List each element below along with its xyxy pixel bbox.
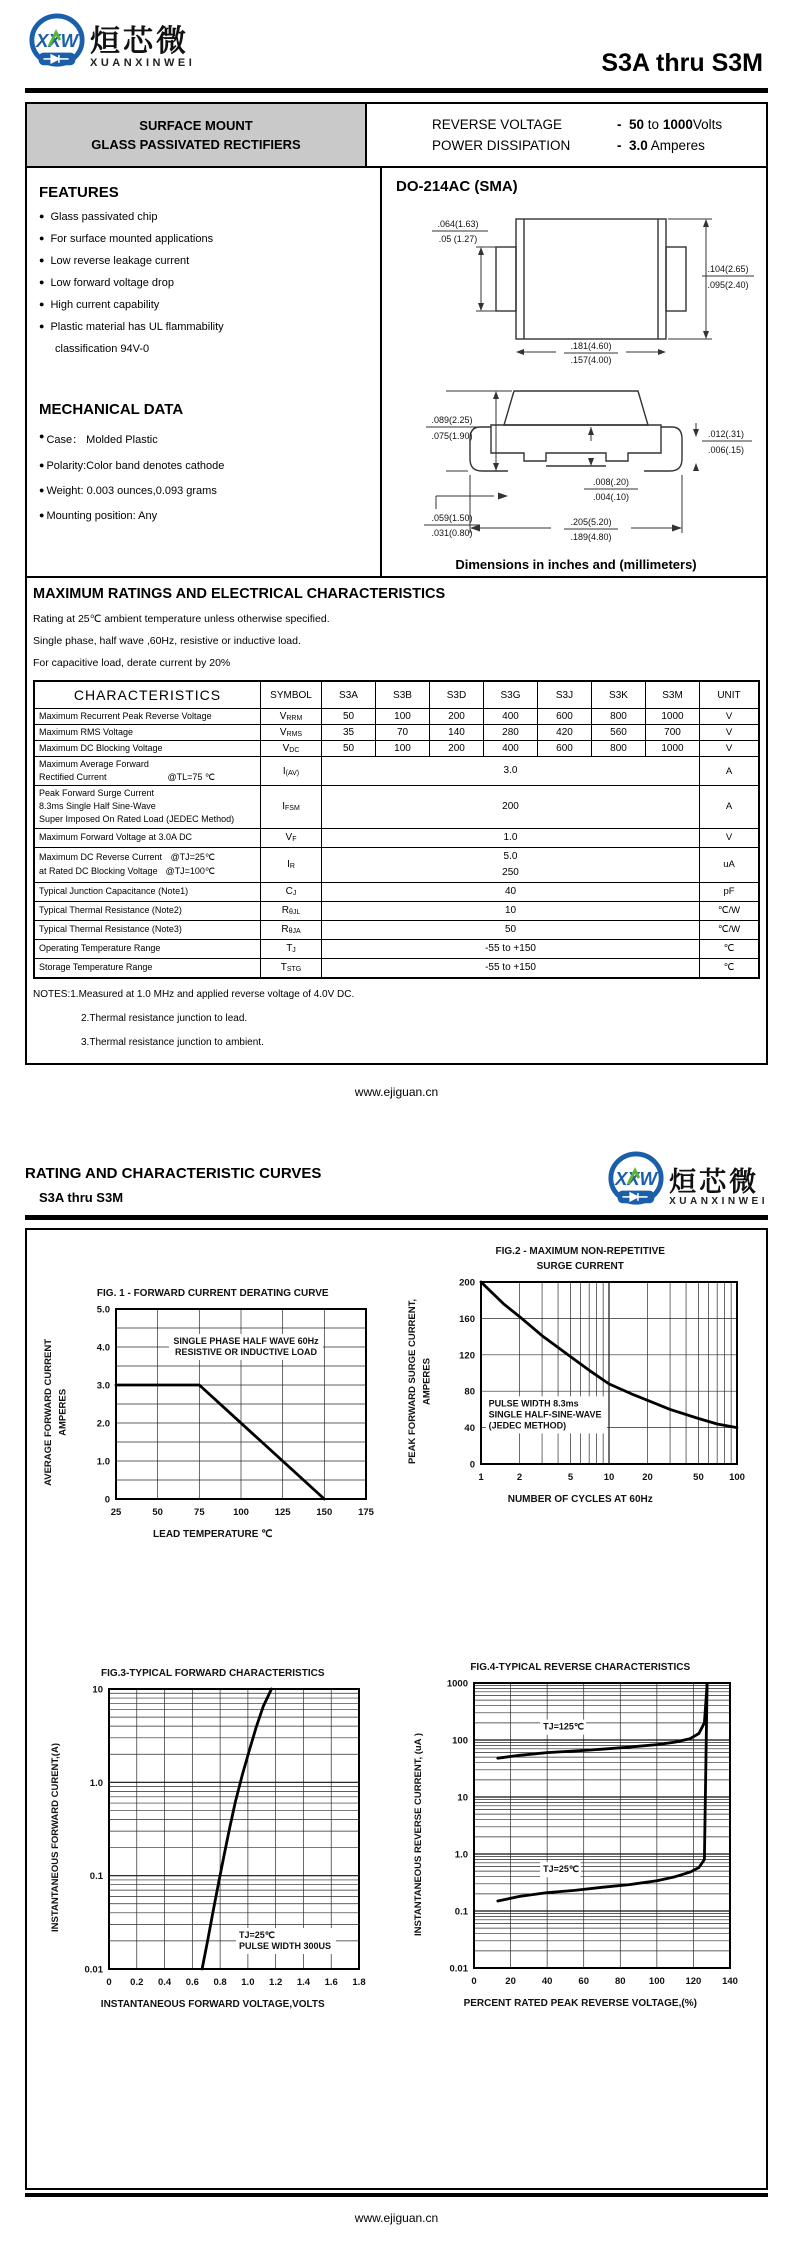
company-logo <box>28 13 195 71</box>
key-specs <box>367 104 766 166</box>
row-unit: V <box>700 709 760 725</box>
svg-text:120: 120 <box>685 1975 702 1987</box>
column-header: S3G <box>484 681 538 709</box>
column-header: S3J <box>538 681 592 709</box>
svg-text:0.1: 0.1 <box>89 1870 103 1882</box>
table-row <box>34 757 759 786</box>
ratings-conditions <box>33 608 760 674</box>
svg-text:1000: 1000 <box>447 1678 469 1690</box>
svg-text:0.6: 0.6 <box>185 1976 199 1988</box>
row-value: 100 <box>376 741 430 757</box>
svg-text:25: 25 <box>110 1506 122 1518</box>
svg-text:1.2: 1.2 <box>268 1976 283 1988</box>
column-header: UNIT <box>700 681 760 709</box>
bullet-icon: ● <box>39 431 45 441</box>
features-panel <box>27 168 382 576</box>
page2-box <box>25 1228 768 2190</box>
spec-power-dissipation: POWER DISSIPATION - 3.0 Amperes <box>432 138 705 153</box>
column-header: S3M <box>646 681 700 709</box>
bullet-icon: ● <box>39 255 45 265</box>
curves-title: RATING AND CHARACTERISTIC CURVES <box>25 1164 322 1182</box>
table-row <box>34 741 759 757</box>
condition-line: For capacitive load, derate current by 20% <box>33 657 231 670</box>
row-symbol: $R_{\theta JL}$ <box>261 901 322 920</box>
row-value-span: 50 <box>322 920 700 939</box>
svg-text:20: 20 <box>505 1975 517 1987</box>
svg-text:0.2: 0.2 <box>130 1976 144 1988</box>
svg-text:.205(5.20): .205(5.20) <box>570 517 612 527</box>
svg-text:(JEDEC METHOD): (JEDEC METHOD) <box>488 1419 566 1430</box>
feature-item-text: Glass passivated chip <box>50 211 158 223</box>
svg-text:.095(2.40): .095(2.40) <box>707 280 749 290</box>
row-symbol: $V_{RRM}$ <box>261 709 322 725</box>
svg-text:100: 100 <box>728 1471 745 1483</box>
svg-text:1.8: 1.8 <box>352 1976 366 1988</box>
fig3-title: FIG.3-TYPICAL FORWARD CHARACTERISTICS <box>100 1667 325 1679</box>
column-header: CHARACTERISTICS <box>34 681 261 709</box>
svg-text:.004(.10): .004(.10) <box>592 492 630 502</box>
row-label: Maximum Forward Voltage at 3.0A DC <box>34 828 261 847</box>
column-header: SYMBOL <box>261 681 322 709</box>
bullet-icon: ● <box>39 277 45 287</box>
svg-text:4.0: 4.0 <box>96 1342 110 1354</box>
row-value: 1000 <box>646 741 700 757</box>
fig2-ylabel: PEAK FORWARD SURGE CURRENT, AMPERES <box>407 1299 433 1465</box>
row-value: 800 <box>592 709 646 725</box>
svg-text:0: 0 <box>106 1976 112 1988</box>
row-unit: V <box>700 725 760 741</box>
package-side-view-diagram <box>396 365 756 551</box>
row-unit: V <box>700 741 760 757</box>
header-rule <box>25 88 768 93</box>
mechanical-item-text: Case： Molded Plastic <box>46 434 158 446</box>
fig3-ylabel: INSTANTANEOUS FORWARD CURENT,(A) <box>49 1743 61 1932</box>
svg-text:1.4: 1.4 <box>296 1976 310 1988</box>
svg-text:.05 (1.27): .05 (1.27) <box>438 234 478 244</box>
row-symbol: $T_{STG}$ <box>261 958 322 978</box>
svg-text:80: 80 <box>463 1386 475 1398</box>
row-value-span: 10 <box>322 901 700 920</box>
column-header: S3D <box>430 681 484 709</box>
row-value: 560 <box>592 725 646 741</box>
svg-text:.031(0.80): .031(0.80) <box>431 528 473 538</box>
svg-text:XXW: XXW <box>36 29 78 51</box>
row-symbol: $C_J$ <box>261 882 322 901</box>
row-label: Typical Thermal Resistance (Note2) <box>34 901 261 920</box>
logo-mark-icon <box>607 1151 665 1209</box>
fig2-title: FIG.2 - MAXIMUM NON-REPETITIVE SURGE CURRENT <box>495 1245 665 1272</box>
row-value-span: 40 <box>322 882 700 901</box>
svg-text:1.0: 1.0 <box>455 1849 469 1861</box>
svg-text:50: 50 <box>692 1471 704 1483</box>
mechanical-item-text: Mounting position: Any <box>46 510 158 522</box>
svg-text:50: 50 <box>152 1506 163 1518</box>
row-value-span: 200 <box>322 786 700 828</box>
ratings-table <box>33 680 760 978</box>
svg-text:XXW: XXW <box>615 1167 658 1189</box>
svg-text:100: 100 <box>649 1975 666 1987</box>
ratings-section <box>27 578 766 1063</box>
fig3-xlabel: INSTANTANEOUS FORWARD VOLTAGE,VOLTS <box>100 1998 325 2010</box>
svg-text:.064(1.63): .064(1.63) <box>437 219 479 229</box>
table-row <box>34 725 759 741</box>
site-url[interactable]: www.ejiguan.cn <box>354 2210 439 2225</box>
svg-text:10: 10 <box>603 1471 614 1483</box>
features-title: FEATURES <box>39 184 119 201</box>
row-unit: pF <box>700 882 760 901</box>
fig1-ylabel: AVERAGE FORWARD CURRENT AMPERES <box>42 1339 68 1486</box>
svg-text:.104(2.65): .104(2.65) <box>707 264 749 274</box>
row-value: 400 <box>484 709 538 725</box>
svg-text:1.0: 1.0 <box>89 1777 103 1789</box>
svg-text:125: 125 <box>274 1506 291 1518</box>
row-label: Peak Forward Surge Current 8.3ms Single Half Sine-Wave Super Imposed On Rated Load (JEDEC Method) <box>34 786 261 828</box>
condition-line: Rating at 25℃ ambient temperature unless otherwise specified. <box>33 613 330 625</box>
logo-cn: 烜芯微 <box>90 25 189 58</box>
product-type-line2: GLASS PASSIVATED RECTIFIERS <box>91 137 301 152</box>
feature-item-sub: classification 94V-0 <box>55 343 150 355</box>
svg-text:PULSE WIDTH 300US: PULSE WIDTH 300US <box>238 1940 331 1951</box>
row-value: 200 <box>430 741 484 757</box>
row-symbol: $V_{RMS}$ <box>261 725 322 741</box>
row-unit: A <box>700 786 760 828</box>
curves-subtitle: S3A thru S3M <box>39 1189 124 1205</box>
package-caption: Dimensions in inches and (millimeters) <box>455 557 697 572</box>
svg-text:5: 5 <box>567 1471 573 1483</box>
logo-en: XUANXINWEI <box>669 1195 768 1207</box>
page1-box <box>25 102 768 1065</box>
fig4-ylabel: INSTANTANEOUS REVERSE CURRENT, (uA ) <box>413 1732 425 1936</box>
svg-text:SINGLE PHASE HALF WAVE 60Hz: SINGLE PHASE HALF WAVE 60Hz <box>173 1335 319 1346</box>
feature-item-text: Plastic material has UL flammability <box>50 321 224 333</box>
svg-text:1: 1 <box>477 1471 484 1483</box>
site-url[interactable]: www.ejiguan.cn <box>354 1084 439 1099</box>
row-unit: V <box>700 828 760 847</box>
table-row <box>34 958 759 978</box>
svg-text:TJ=125℃: TJ=125℃ <box>543 1721 585 1732</box>
fig2-plot <box>435 1274 755 1490</box>
mechanical-list <box>39 431 368 522</box>
svg-text:5.0: 5.0 <box>96 1304 110 1316</box>
fig3-plot <box>63 1681 377 1995</box>
part-title: S3A thru S3M <box>601 49 763 77</box>
svg-text:175: 175 <box>358 1506 374 1518</box>
row-label: Maximum DC Reverse Current @TJ=25℃ at Rated DC Blocking Voltage @TJ=100℃ <box>34 847 261 882</box>
row-value-span: 3.0 <box>322 757 700 786</box>
row-unit: ℃ <box>700 939 760 958</box>
feature-item-text: Low reverse leakage current <box>50 255 190 267</box>
row-symbol: $T_J$ <box>261 939 322 958</box>
row-value: 200 <box>430 709 484 725</box>
svg-text:.075(1.90): .075(1.90) <box>431 431 473 441</box>
features-list <box>39 211 368 355</box>
svg-text:.012(.31): .012(.31) <box>707 429 745 439</box>
feature-item <box>39 233 368 245</box>
svg-text:100: 100 <box>452 1735 469 1747</box>
row-symbol: $I_R$ <box>261 847 322 882</box>
table-row <box>34 709 759 725</box>
svg-text:100: 100 <box>233 1506 249 1518</box>
table-row <box>34 939 759 958</box>
row-value: 50 <box>322 741 376 757</box>
row-value: 140 <box>430 725 484 741</box>
svg-text:1.6: 1.6 <box>324 1976 338 1988</box>
row-unit: ℃/W <box>700 920 760 939</box>
svg-text:140: 140 <box>722 1975 739 1987</box>
row-symbol: $I_{FSM}$ <box>261 786 322 828</box>
row-symbol: $I_{(AV)}$ <box>261 757 322 786</box>
row-unit: A <box>700 757 760 786</box>
feature-item <box>39 211 368 223</box>
svg-text:0.1: 0.1 <box>455 1906 469 1918</box>
row-value: 100 <box>376 709 430 725</box>
svg-text:.006(.15): .006(.15) <box>707 445 745 455</box>
condition-line: Single phase, half wave ,60Hz, resistive or inductive load. <box>33 635 301 648</box>
svg-text:40: 40 <box>463 1422 475 1434</box>
svg-text:.189(4.80): .189(4.80) <box>570 532 612 542</box>
column-header: S3B <box>376 681 430 709</box>
svg-text:150: 150 <box>316 1506 333 1518</box>
row-value: 50 <box>322 709 376 725</box>
logo-mark-icon <box>28 13 86 71</box>
svg-text:.157(4.00): .157(4.00) <box>570 355 612 365</box>
mechanical-item <box>39 460 368 472</box>
svg-text:0: 0 <box>104 1494 110 1506</box>
row-value-span: 5.0 250 <box>322 847 700 882</box>
row-value: 1000 <box>646 709 700 725</box>
row-value-span: -55 to +150 <box>322 939 700 958</box>
spec-reverse-voltage: REVERSE VOLTAGE - 50 to 1000Volts <box>432 117 723 132</box>
svg-text:2: 2 <box>516 1471 522 1483</box>
row-label: Maximum Recurrent Peak Reverse Voltage <box>34 709 261 725</box>
row-value-span: -55 to +150 <box>322 958 700 978</box>
row-label: Typical Junction Capacitance (Note1) <box>34 882 261 901</box>
row-value-span: 1.0 <box>322 828 700 847</box>
row-label: Operating Temperature Range <box>34 939 261 958</box>
row-value: 600 <box>538 709 592 725</box>
page1-header <box>25 0 768 88</box>
svg-text:0.01: 0.01 <box>449 1963 469 1975</box>
svg-text:0.4: 0.4 <box>157 1976 172 1988</box>
row-label: Typical Thermal Resistance (Note3) <box>34 920 261 939</box>
table-row <box>34 786 759 828</box>
svg-text:0.01: 0.01 <box>84 1964 103 1976</box>
row-value: 700 <box>646 725 700 741</box>
note-line: 2.Thermal resistance junction to lead. <box>81 1012 248 1024</box>
svg-text:200: 200 <box>458 1277 475 1289</box>
charts-grid <box>27 1230 766 2014</box>
bullet-icon: ● <box>39 321 45 331</box>
mechanical-item <box>39 431 368 447</box>
row-value: 35 <box>322 725 376 741</box>
logo-en: XUANXINWEI <box>90 57 196 69</box>
footer-rule <box>25 2193 768 2197</box>
table-row <box>34 828 759 847</box>
row-value: 420 <box>538 725 592 741</box>
column-header: S3K <box>592 681 646 709</box>
fig4-chart <box>397 1660 765 2010</box>
svg-text:40: 40 <box>542 1975 553 1987</box>
svg-text:120: 120 <box>458 1349 475 1361</box>
svg-text:PULSE WIDTH 8.3ms: PULSE WIDTH 8.3ms <box>488 1397 579 1408</box>
svg-text:20: 20 <box>641 1471 653 1483</box>
mechanical-title: MECHANICAL DATA <box>39 401 184 418</box>
fig4-plot <box>426 1675 748 1994</box>
svg-text:3.0: 3.0 <box>96 1380 110 1392</box>
page2-header <box>25 1151 768 1215</box>
feature-item-text: High current capability <box>50 299 160 311</box>
row-symbol: $V_F$ <box>261 828 322 847</box>
svg-text:1.0: 1.0 <box>241 1976 255 1988</box>
bullet-icon: ● <box>39 211 45 221</box>
product-type <box>27 104 367 166</box>
svg-text:TJ=25℃: TJ=25℃ <box>543 1863 580 1874</box>
svg-text:TJ=25℃: TJ=25℃ <box>238 1929 275 1940</box>
feature-item <box>39 277 368 289</box>
mechanical-item-text: Polarity:Color band denotes cathode <box>46 460 225 472</box>
row-label: Maximum RMS Voltage <box>34 725 261 741</box>
svg-text:10: 10 <box>92 1684 103 1696</box>
logo-text <box>669 1166 768 1209</box>
fig2-xlabel: NUMBER OF CYCLES AT 60Hz <box>507 1493 653 1505</box>
bullet-icon: ● <box>39 233 45 243</box>
intro-row <box>27 104 766 168</box>
fig1-chart <box>29 1286 397 1634</box>
svg-text:.181(4.60): .181(4.60) <box>570 341 612 351</box>
logo-cn: 烜芯微 <box>669 1166 760 1197</box>
row-value: 70 <box>376 725 430 741</box>
package-top-view-diagram <box>396 197 756 365</box>
svg-text:.089(2.25): .089(2.25) <box>431 415 473 425</box>
svg-text:RESISTIVE OR INDUCTIVE LOAD: RESISTIVE OR INDUCTIVE LOAD <box>174 1346 318 1357</box>
fig3-chart <box>29 1666 397 2010</box>
features-package-row <box>27 168 766 578</box>
mechanical-item <box>39 485 368 497</box>
svg-text:0: 0 <box>469 1459 475 1471</box>
row-unit: uA <box>700 847 760 882</box>
fig1-title: FIG. 1 - FORWARD CURRENT DERATING CURVE <box>96 1287 329 1299</box>
table-row <box>34 882 759 901</box>
fig1-plot <box>70 1301 384 1525</box>
bullet-icon: ● <box>39 510 45 520</box>
table-row <box>34 920 759 939</box>
fig4-xlabel: PERCENT RATED PEAK REVERSE VOLTAGE,(%) <box>463 1997 697 2009</box>
row-value: 400 <box>484 741 538 757</box>
feature-item-text: Low forward voltage drop <box>50 277 174 289</box>
note-line: NOTES:1.Measured at 1.0 MHz and applied reverse voltage of 4.0V DC. <box>33 988 355 1000</box>
feature-item-text: For surface mounted applications <box>50 233 214 245</box>
fig4-title: FIG.4-TYPICAL REVERSE CHARACTERISTICS <box>470 1661 691 1673</box>
svg-text:0.8: 0.8 <box>213 1976 227 1988</box>
svg-text:60: 60 <box>578 1975 590 1987</box>
svg-text:.008(.20): .008(.20) <box>592 477 630 487</box>
svg-text:2.0: 2.0 <box>96 1418 110 1430</box>
logo-text <box>90 27 195 71</box>
package-title: DO-214AC (SMA) <box>396 178 518 195</box>
mechanical-item <box>39 510 368 522</box>
feature-item <box>39 321 368 333</box>
svg-text:0: 0 <box>471 1975 478 1987</box>
svg-text:10: 10 <box>457 1792 469 1804</box>
row-label: Maximum Average Forward Rectified Current @TL=75 ℃ <box>34 757 261 786</box>
bullet-icon: ● <box>39 299 45 309</box>
mechanical-item-text: Weight: 0.003 ounces,0.093 grams <box>46 485 217 497</box>
row-unit: ℃ <box>700 958 760 978</box>
row-value: 280 <box>484 725 538 741</box>
svg-text:160: 160 <box>458 1313 475 1325</box>
svg-text:80: 80 <box>615 1975 626 1987</box>
column-header: S3A <box>322 681 376 709</box>
feature-item <box>39 299 368 311</box>
ratings-notes <box>33 983 760 1055</box>
svg-text:SINGLE HALF-SINE-WAVE: SINGLE HALF-SINE-WAVE <box>488 1408 602 1419</box>
row-label: Maximum DC Blocking Voltage <box>34 741 261 757</box>
feature-item <box>39 255 368 267</box>
svg-text:1.0: 1.0 <box>96 1456 110 1468</box>
page2-header-rule <box>25 1215 768 1220</box>
table-row <box>34 901 759 920</box>
company-logo-page2 <box>607 1151 768 1209</box>
product-type-line1: SURFACE MOUNT <box>139 117 253 133</box>
ratings-title: MAXIMUM RATINGS AND ELECTRICAL CHARACTERISTICS <box>33 586 446 602</box>
row-value: 800 <box>592 741 646 757</box>
row-symbol: $R_{\theta JA}$ <box>261 920 322 939</box>
row-value: 600 <box>538 741 592 757</box>
ratings-header-row <box>34 681 759 709</box>
bullet-icon: ● <box>39 460 45 470</box>
svg-text:.059(1.50): .059(1.50) <box>431 513 473 523</box>
row-symbol: $V_{DC}$ <box>261 741 322 757</box>
fig1-xlabel: LEAD TEMPERATURE ℃ <box>153 1528 273 1540</box>
package-panel <box>382 168 766 576</box>
fig2-chart <box>397 1244 765 1634</box>
bullet-icon: ● <box>39 485 45 495</box>
row-unit: ℃/W <box>700 901 760 920</box>
svg-text:75: 75 <box>194 1506 205 1518</box>
table-row <box>34 847 759 882</box>
page2-titles <box>25 1165 321 1209</box>
note-line: 3.Thermal resistance junction to ambient. <box>81 1036 264 1048</box>
row-label: Storage Temperature Range <box>34 958 261 978</box>
